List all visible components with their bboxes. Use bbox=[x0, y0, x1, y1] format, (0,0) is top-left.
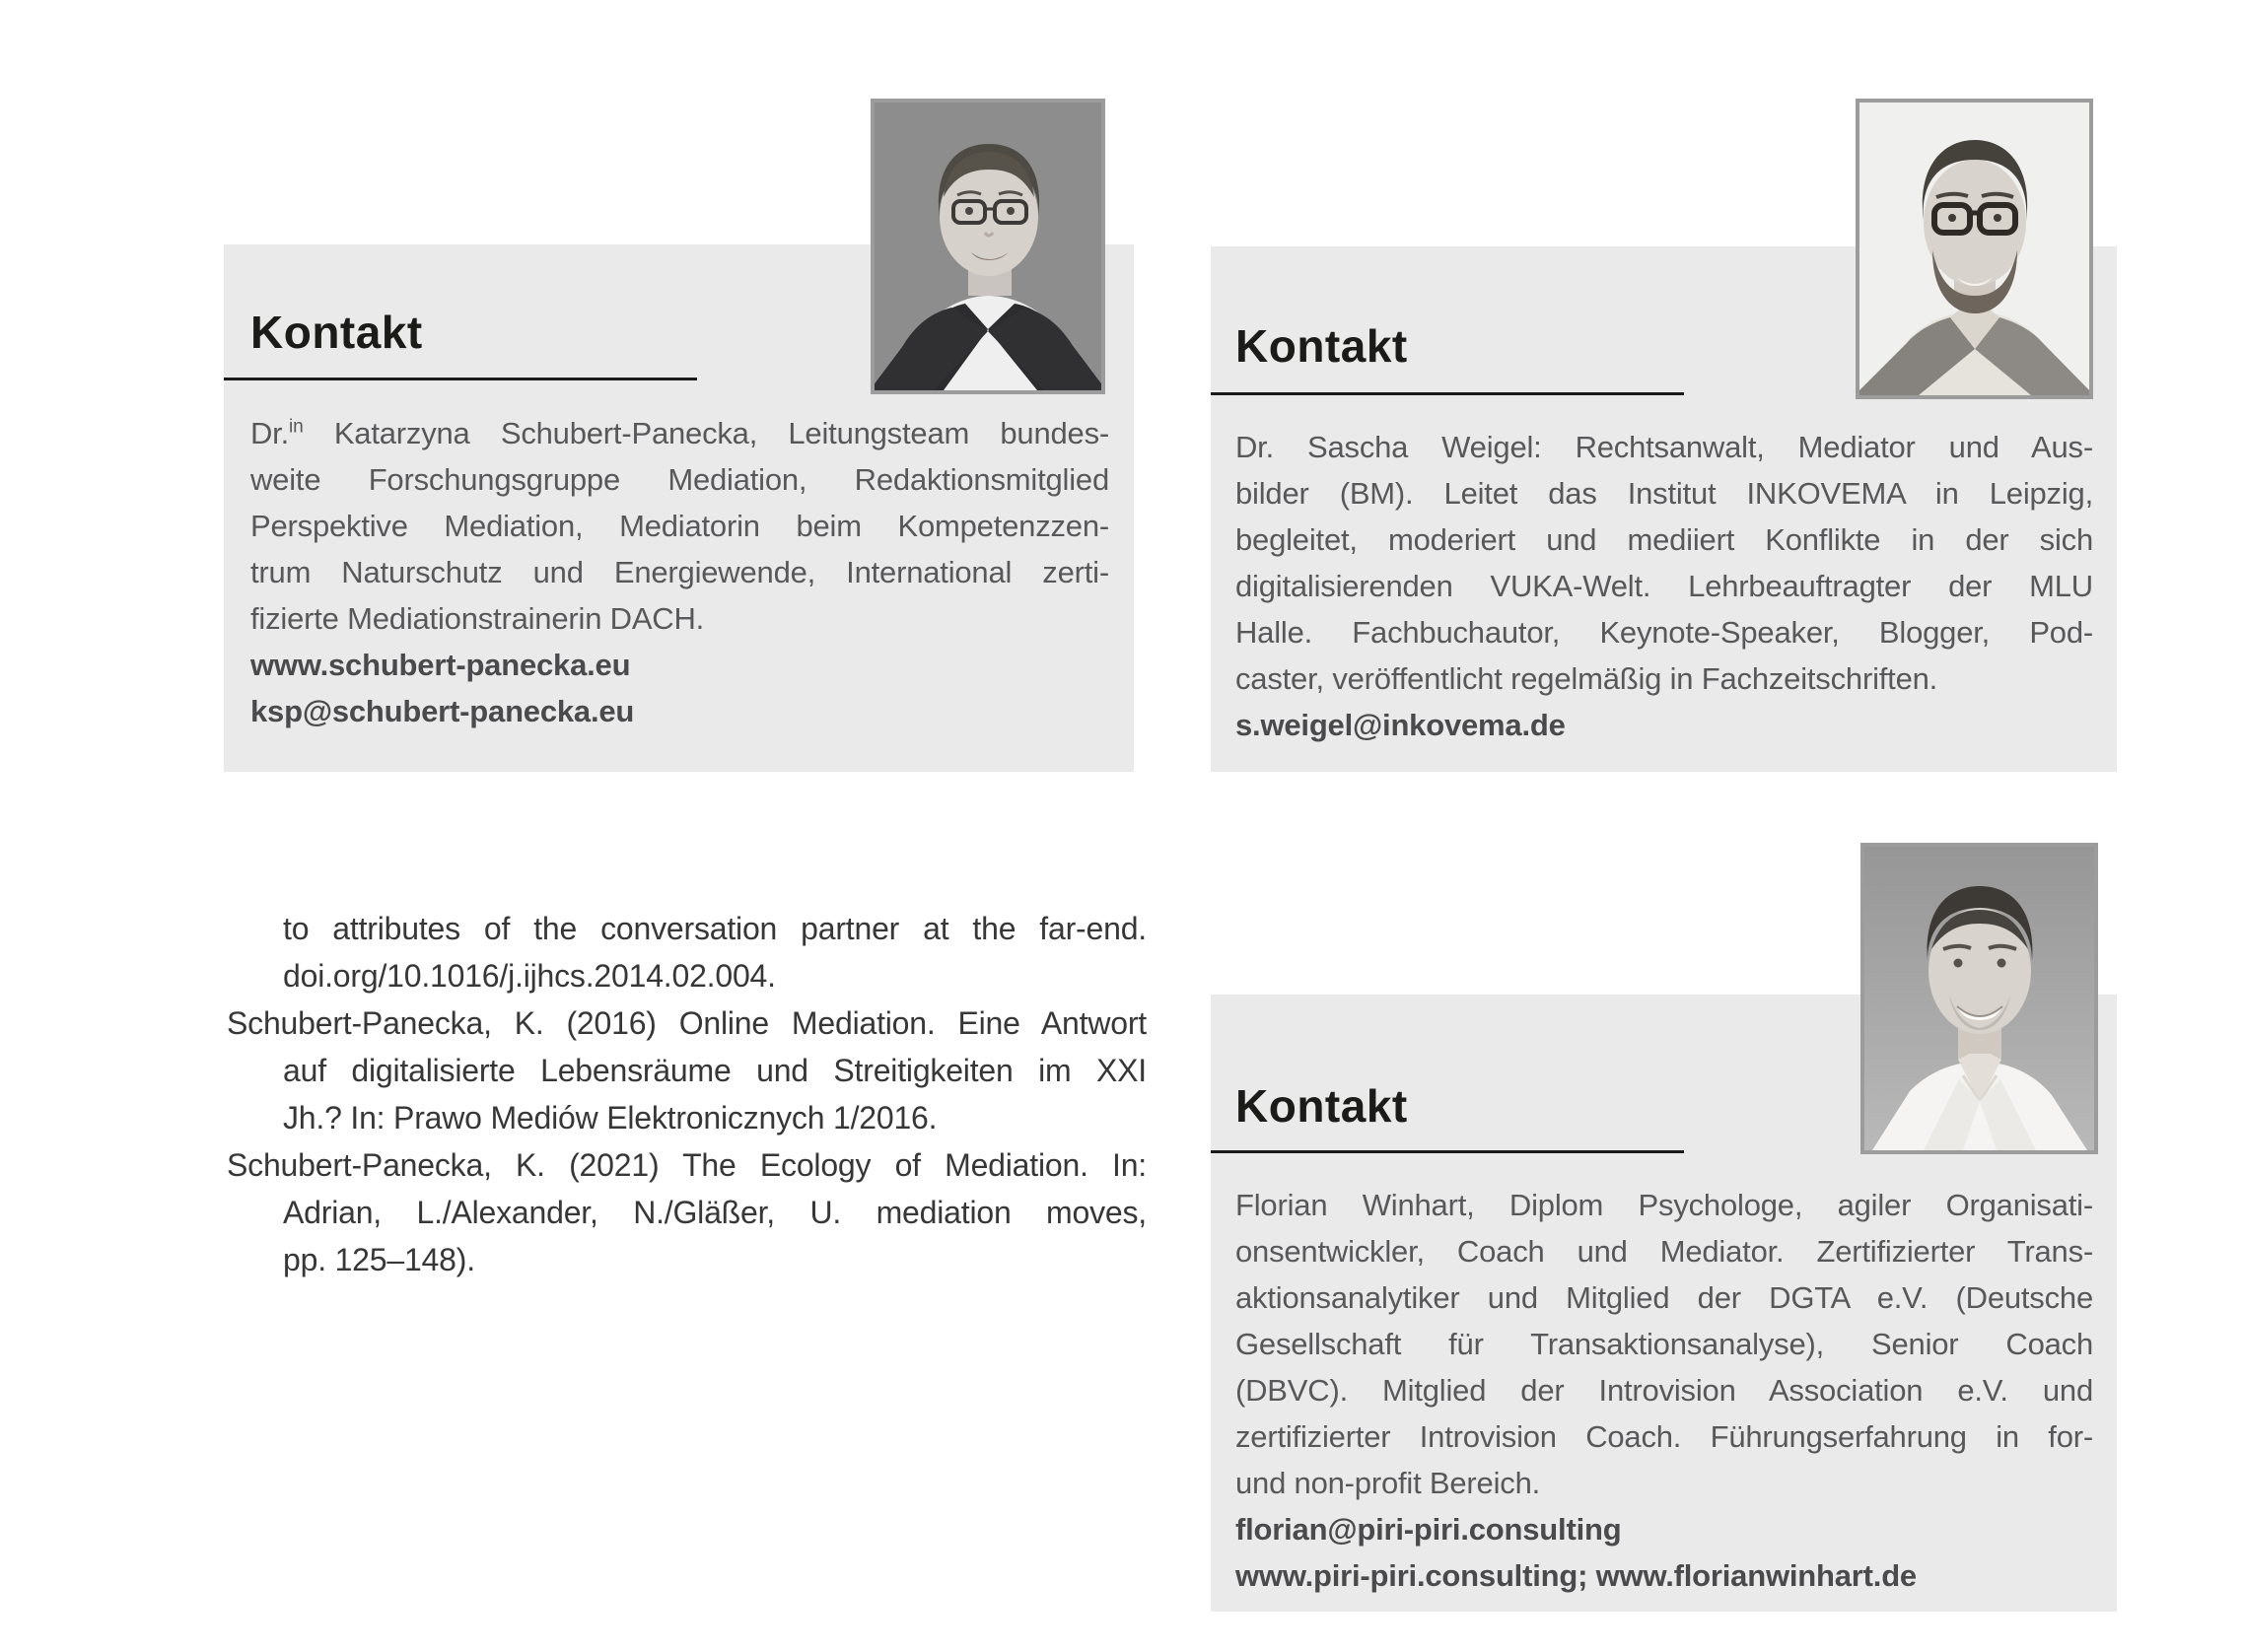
reference-line: doi.org/10.1016/j.ijhcs.2014.02.004. bbox=[283, 958, 776, 994]
reference-line: Adrian, L./Alexander, N./Gläßer, U. mediation moves, bbox=[283, 1195, 1147, 1230]
portrait-man-beard-illustration bbox=[1859, 103, 2089, 395]
heading-underline bbox=[224, 378, 697, 380]
bio-line: und non-profit Bereich. bbox=[1235, 1466, 1541, 1500]
bio-line: aktionsanalytiker und Mitglied der DGTA e.V. (Deutsche bbox=[1235, 1280, 2093, 1315]
bio-line: Dr.$^{in}$ Katarzyna Schubert-Panecka, Leitungsteam bundes- bbox=[250, 416, 1109, 450]
bio-line: Dr. Sascha Weigel: Rechtsanwalt, Mediator und Aus- bbox=[1235, 430, 2093, 464]
bio-line: Florian Winhart, Diplom Psychologe, agiler Organisati- bbox=[1235, 1188, 2093, 1222]
bio-line: begleitet, moderiert und mediiert Konflikte in der sich bbox=[1235, 522, 2093, 557]
bio-line: Perspektive Mediation, Mediatorin beim Kompetenzzen- bbox=[250, 509, 1109, 543]
bio-line: (DBVC). Mitglied der Introvision Association e.V. und bbox=[1235, 1373, 2093, 1408]
reference-list bbox=[227, 905, 1147, 1283]
bio-line: zertifizierter Introvision Coach. Führungserfahrung in for- bbox=[1235, 1419, 2093, 1454]
contact-link: florian@piri-piri.consulting bbox=[1235, 1512, 1622, 1547]
bio-line: onsentwickler, Coach und Mediator. Zertifizierter Trans- bbox=[1235, 1234, 2093, 1269]
reference-line: to attributes of the conversation partner at the far-end. bbox=[283, 911, 1147, 946]
portrait-man-white-shirt-illustration bbox=[1864, 847, 2094, 1150]
contact-heading: Kontakt bbox=[1235, 1080, 1408, 1132]
portrait-photo-winhart bbox=[1860, 843, 2098, 1154]
reference-line: Jh.? In: Prawo Mediów Elektronicznych 1/2016. bbox=[283, 1100, 938, 1136]
reference-line: pp. 125–148). bbox=[283, 1242, 475, 1277]
bio-line: Gesellschaft für Transaktionsanalyse), Senior Coach bbox=[1235, 1327, 2093, 1361]
portrait-photo-schubert-panecka bbox=[871, 99, 1105, 394]
contact-link: www.schubert-panecka.eu bbox=[250, 648, 631, 682]
contact-link: s.weigel@inkovema.de bbox=[1235, 708, 1566, 742]
contact-links bbox=[1235, 702, 2093, 748]
heading-underline bbox=[1211, 392, 1684, 395]
superscript: in bbox=[289, 416, 304, 438]
contact-bio bbox=[250, 410, 1109, 642]
contact-links bbox=[1235, 1506, 2093, 1599]
contact-links bbox=[250, 642, 1109, 734]
bio-line: digitalisierenden VUKA-Welt. Lehrbeauftragter der MLU bbox=[1235, 569, 2093, 603]
bio-line: caster, veröffentlicht regelmäßig in Fachzeitschriften. bbox=[1235, 661, 1938, 696]
reference-line: auf digitalisierte Lebensräume und Streitigkeiten im XXI bbox=[283, 1053, 1147, 1088]
bio-line: trum Naturschutz und Energiewende, International zerti- bbox=[250, 555, 1109, 589]
contact-link: ksp@schubert-panecka.eu bbox=[250, 694, 635, 728]
contact-heading: Kontakt bbox=[1235, 320, 1408, 372]
bio-line: Halle. Fachbuchautor, Keynote-Speaker, Blogger, Pod- bbox=[1235, 615, 2093, 650]
heading-underline bbox=[1211, 1150, 1684, 1153]
reference-line: Schubert-Panecka, K. (2016) Online Mediation. Eine Antwort bbox=[227, 1005, 1147, 1041]
contact-bio bbox=[1235, 424, 2093, 702]
portrait-woman-illustration bbox=[875, 103, 1101, 390]
contact-link: www.piri-piri.consulting; www.florianwinhart.de bbox=[1235, 1558, 1917, 1593]
bio-line: bilder (BM). Leitet das Institut INKOVEMA in Leipzig, bbox=[1235, 476, 2093, 511]
reference-line: Schubert-Panecka, K. (2021) The Ecology of Mediation. In: bbox=[227, 1147, 1147, 1183]
contact-heading: Kontakt bbox=[250, 307, 423, 358]
bio-line: weite Forschungsgruppe Mediation, Redaktionsmitglied bbox=[250, 462, 1109, 497]
portrait-photo-weigel bbox=[1856, 99, 2093, 399]
contact-bio bbox=[1235, 1182, 2093, 1506]
bio-line: fizierte Mediationstrainerin DACH. bbox=[250, 601, 705, 636]
